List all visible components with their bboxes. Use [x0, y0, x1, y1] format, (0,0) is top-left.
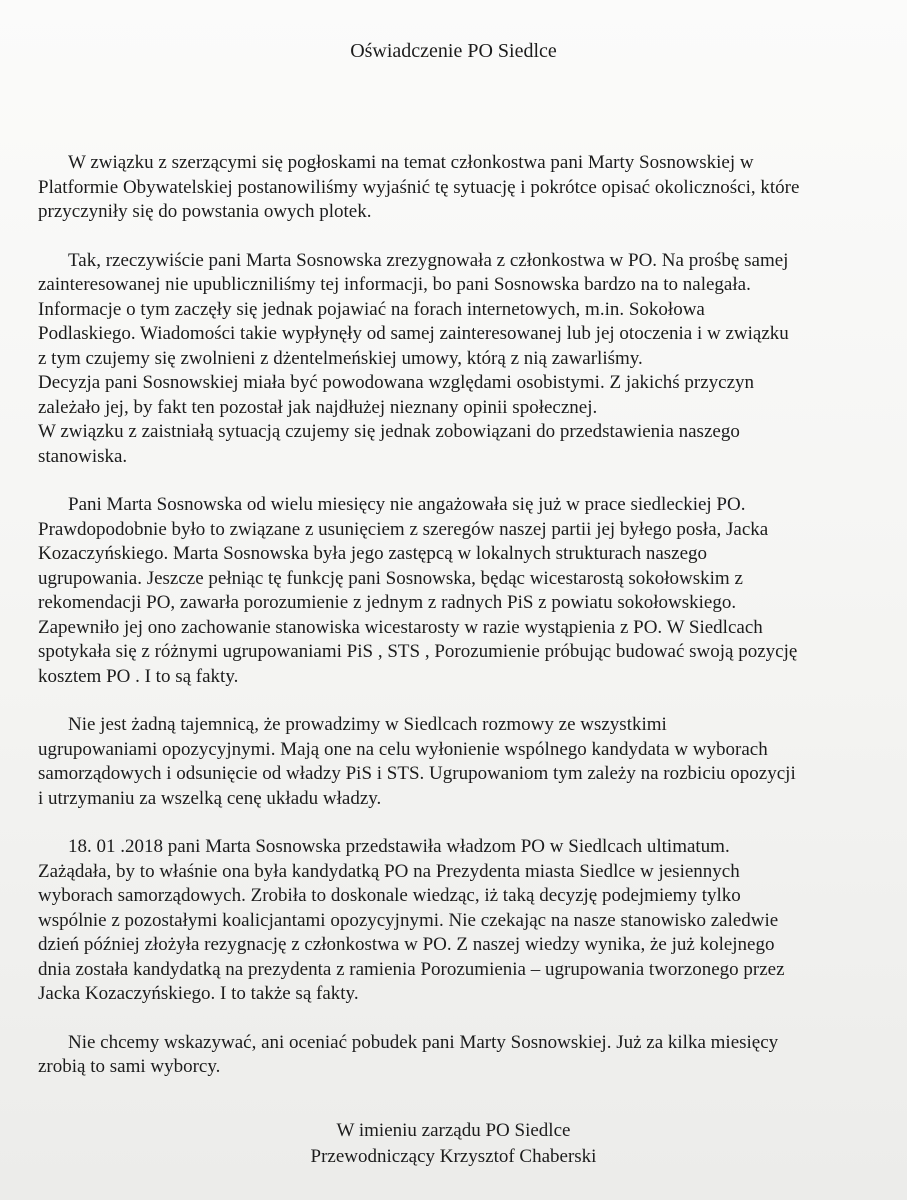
- paragraph: [38, 249, 869, 470]
- paragraph-line: ugrupowaniami opozycyjnymi. Mają one na celu wyłonienie wspólnego kandydata w wyborach: [38, 738, 768, 760]
- paragraph-line: i utrzymaniu za wszelką cenę układu władzy.: [38, 787, 382, 809]
- signature-line-board: W imieniu zarządu PO Siedlce: [336, 1120, 571, 1141]
- paragraph-line: W związku z szerzącymi się pogłoskami na temat członkostwa pani Marty Sosnowskiej w: [68, 152, 754, 173]
- paragraph: [38, 493, 869, 689]
- paragraph-line: wyborach samorządowych. Zrobiła to doskonale wiedząc, iż taką decyzję podejmiemy tylko: [38, 885, 741, 906]
- document-title: Oświadczenie PO Siedlce: [350, 40, 557, 62]
- paragraph-line: kosztem PO . I to są fakty.: [38, 665, 239, 687]
- signature-block: [0, 1118, 907, 1170]
- paragraph-line: Zapewniło jej ono zachowanie stanowiska wicestarosty w razie wystąpienia z PO. W Siedlcach: [38, 616, 763, 638]
- paragraph: [38, 151, 869, 225]
- paragraph-line: Informacje o tym zaczęły się jednak pojawiać na forach internetowych, m.in. Sokołowa: [38, 298, 705, 320]
- paragraph-line: z tym czujemy się zwolnieni z dżentelmeńskiej umowy, którą z nią zawarliśmy.: [38, 347, 643, 369]
- paragraph-line: Zażądała, by to właśnie ona była kandydatką PO na Prezydenta miasta Siedlce w jesiennych: [38, 860, 740, 882]
- paragraph-line: Nie chcemy wskazywać, ani oceniać pobudek pani Marty Sosnowskiej. Już za kilka miesięcy: [68, 1031, 779, 1053]
- paragraph-line: Pani Marta Sosnowska od wielu miesięcy nie angażowała się już w prace siedleckiej PO.: [68, 494, 746, 515]
- paragraph-line: samorządowych i odsunięcie od władzy PiS i STS. Ugrupowaniom tym zależy na rozbiciu opozycji: [38, 763, 796, 784]
- paragraph-line: Decyzja pani Sosnowskiej miała być powodowana względami osobistymi. Z jakichś przyczyn: [38, 372, 755, 393]
- document-body: [38, 151, 869, 1080]
- paragraph-line: W związku z zaistniałą sytuacją czujemy się jednak zobowiązani do przedstawienia naszego: [38, 421, 740, 442]
- paragraph-line: Kozaczyńskiego. Marta Sosnowska była jego zastępcą w lokalnych strukturach naszego: [38, 543, 708, 564]
- paragraph-line: dnia została kandydatką na prezydenta z ramienia Porozumienia – ugrupowania tworzonego przez: [38, 958, 785, 980]
- paragraph-line: zależało jej, by fakt ten pozostał jak najdłużej nieznany opinii społecznej.: [38, 396, 598, 418]
- paragraph-line: dzień później złożyła rezygnację z członkostwa w PO. Z naszej wiedzy wynika, że już kolejnego: [38, 934, 775, 955]
- paragraph-line: Jacka Kozaczyńskiego. I to także są fakty.: [38, 983, 359, 1004]
- paragraph-line: Tak, rzeczywiście pani Marta Sosnowska zrezygnowała z członkostwa w PO. Na prośbę samej: [68, 249, 789, 271]
- paragraph-line: spotykała się z różnymi ugrupowaniami PiS , STS , Porozumienie próbując budować swoją pozycję: [38, 641, 798, 662]
- signature-line-chairman: Przewodniczący Krzysztof Chaberski: [310, 1146, 597, 1167]
- paragraph-line: zrobią to sami wyborcy.: [38, 1056, 221, 1077]
- paragraph-line: przyczyniły się do powstania owych plotek.: [38, 201, 372, 222]
- paragraph-line: Platformie Obywatelskiej postanowiliśmy wyjaśnić tę sytuację i pokrótce opisać okoliczności, które: [38, 176, 800, 198]
- paragraph-line: wspólnie z pozostałymi koalicjantami opozycyjnymi. Nie czekając na nasze stanowisko zaledwie: [38, 909, 779, 931]
- paragraph: [38, 835, 869, 1007]
- paragraph-line: rekomendacji PO, zawarła porozumienie z jednym z radnych PiS z powiatu sokołowskiego.: [38, 592, 737, 613]
- paragraph-line: Prawdopodobnie było to związane z usunięciem z szeregów naszej partii jej byłego posła, Jacka: [38, 518, 769, 540]
- paragraph-line: 18. 01 .2018 pani Marta Sosnowska przedstawiła władzom PO w Siedlcach ultimatum.: [68, 836, 730, 857]
- paragraph-line: Nie jest żadną tajemnicą, że prowadzimy w Siedlcach rozmowy ze wszystkimi: [68, 714, 667, 735]
- paragraph: [38, 1031, 869, 1080]
- paragraph-line: Podlaskiego. Wiadomości takie wypłynęły od samej zainteresowanej lub jej otoczenia i w związku: [38, 323, 789, 344]
- paragraph-line: zainteresowanej nie upubliczniliśmy tej informacji, bo pani Sosnowska bardzo na to nalegała.: [38, 274, 751, 295]
- paragraph: [38, 713, 869, 811]
- paragraph-line: ugrupowania. Jeszcze pełniąc tę funkcję pani Sosnowska, będąc wicestarostą sokołowskim z: [38, 567, 743, 589]
- paragraph-line: stanowiska.: [38, 445, 128, 467]
